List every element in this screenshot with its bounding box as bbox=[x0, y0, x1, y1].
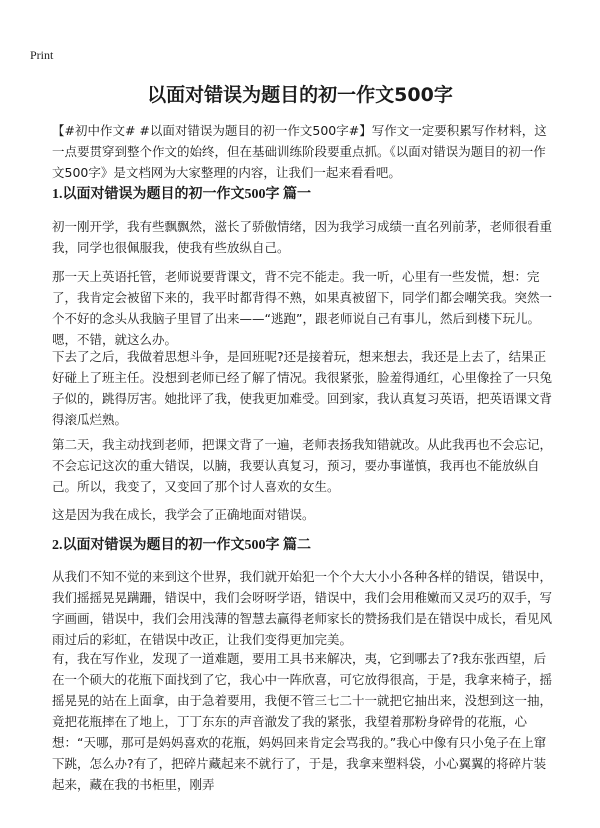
paragraph: 那一天上英语托管，老师说要背课文，背不完不能走。我一听，心里有一些发慌，想：完了，我肯定会被留下来的，我平时都背得不熟，如果真被留下，同学们都会嘲笑我。突然一个不好的念头从我脑子里冒了出来——“逃跑”，跟老师说自己有事儿，然后到楼下玩儿。嗯，不错，就这么办。 bbox=[52, 269, 553, 347]
paragraph: 初一刚开学，我有些飘飘然，滋长了骄傲情绪，因为我学习成绩一直名列前茅，老师很看重我，同学也很佩服我，使我有些放纵自己。 bbox=[52, 219, 553, 255]
print-label[interactable]: Print bbox=[30, 48, 54, 62]
intro-text: 【#初中作文# #以面对错误为题目的初一作文500字#】写作文一定要积累写作材料，这一点要贯穿到整个作文的始终，但在基础训练阶段要重点抓。《以面对错误为题目的初一作文500字》是文档网为大家整理的内容，让我们一起来看看吧。 bbox=[52, 123, 547, 180]
section-2-paragraph-2 bbox=[52, 648, 558, 795]
section-1-paragraph-2 bbox=[52, 266, 558, 350]
intro-paragraph bbox=[52, 120, 558, 183]
paragraph: 从我们不知不觉的来到这个世界，我们就开始犯一个个大大小小各种各样的错误，错误中，我们摇摇晃晃蹒跚，错误中，我们会呀呀学语，错误中，我们会用稚嫩而又灵巧的双手，写字画画，错误中，我们会用浅薄的智慧去赢得老师家长的赞扬我们是在错误中成长，看见风雨过后的彩虹，在错误中改正，让我们变得更加完美。 bbox=[52, 569, 553, 647]
section-1-paragraph-1 bbox=[52, 216, 558, 258]
paragraph: 第二天，我主动找到老师，把课文背了一遍，老师表扬我知错就改。从此我再也不会忘记，不会忘记这次的重大错误，以腩，我要认真复习，预习，要办事谨慎，我再也不能放纵自己。所以，我变了，又变回了那个讨人喜欢的女生。 bbox=[52, 437, 553, 494]
section-heading: 2.以面对错误为题目的初一作文500字 篇二 bbox=[52, 538, 311, 553]
section-2-heading bbox=[52, 535, 558, 556]
paragraph: 这是因为我在成长，我学会了正确地面对错误。 bbox=[52, 507, 315, 522]
section-1-paragraph-4 bbox=[52, 434, 558, 497]
section-heading: 1.以面对错误为题目的初一作文500字 篇一 bbox=[52, 187, 311, 202]
section-1-paragraph-3 bbox=[52, 346, 558, 430]
paragraph: 有，我在写作业，发现了一道难题，要用工具书来解决，夷，它到哪去了?我东张西望，后在一个硕大的花瓶下面找到了它，我心中一阵欣喜，可它放得很高，于是，我拿来椅子，摇摇晃晃的站在上面拿，由于急着要用，我便不管三七二十一就把它抽出来，没想到这一抽，竟把花瓶摔在了地上，丁丁东东的声音澈发了我的紧张，我望着那粉身碎骨的花瓶，心想：“天哪，那可是妈妈喜欢的花瓶，妈妈回来肯定会骂我的。”我心中像有只小兔子在上窜下跳，怎么办?有了，把碎片藏起来不就行了，于是，我拿来塑料袋，小心翼翼的将碎片装起来，藏在我的书柜里，刚弄 bbox=[52, 651, 553, 792]
section-2-paragraph-1 bbox=[52, 566, 558, 650]
document-title: 以面对错误为题目的初一作文500字 bbox=[147, 84, 453, 106]
section-1-paragraph-5 bbox=[52, 504, 558, 525]
section-1-heading bbox=[52, 184, 558, 205]
paragraph: 下去了之后，我做着思想斗争，是回班呢?还是接着玩，想来想去，我还是上去了，结果正好碰上了班主任。没想到老师已经了解了情况。我很紧张，脸羞得通红，心里像拴了一只兔子似的，跳得厉害。她批评了我，使我更加难受。回到家，我认真复习英语，把英语课文背得滚瓜烂熟。 bbox=[52, 349, 553, 427]
